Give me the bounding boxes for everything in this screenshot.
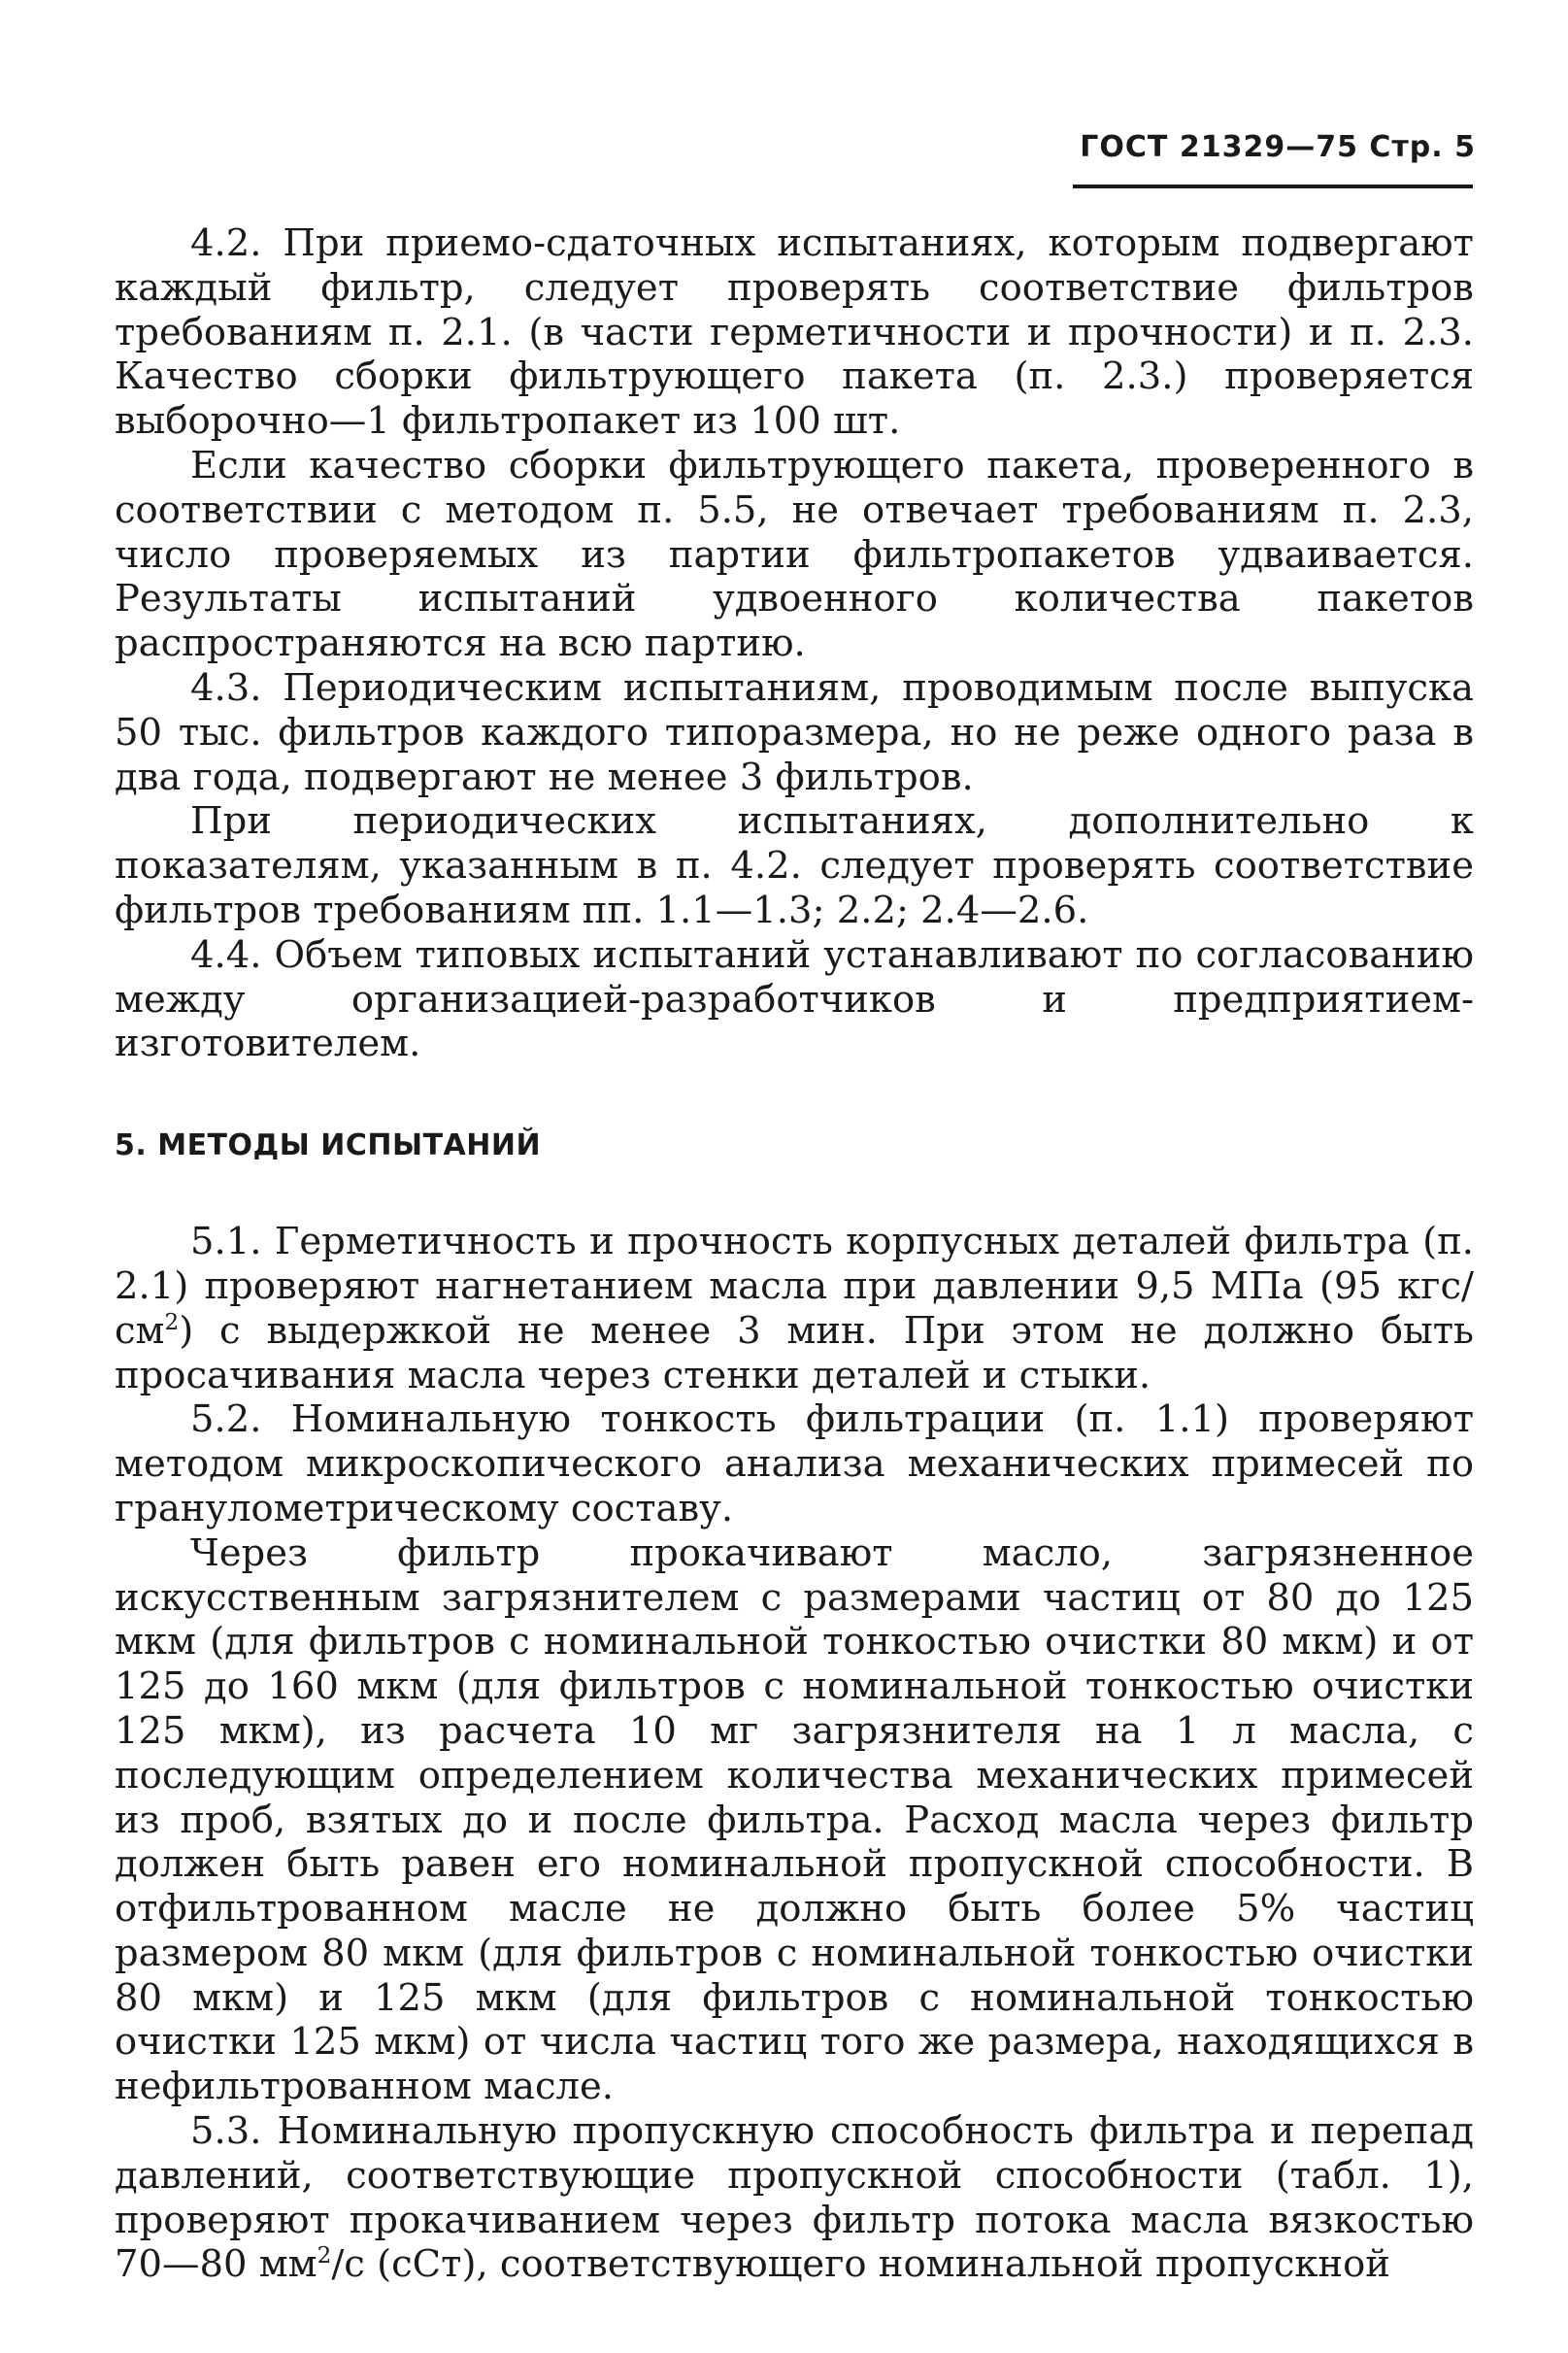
paragraph-4-4: 4.4. Объем типовых испытаний устанавливают по согласованию между организацией-разработчиков и предприятием-изготовителем. [115,932,1474,1066]
paragraph-4-3: 4.3. Периодическим испытаниям, проводимым после выпуска 50 тыс. фильтров каждого типоразмера, но не реже одного раза в два года, подвергают не менее 3 фильтров. [115,665,1474,799]
paragraph-5-2: 5.2. Номинальную тонкость фильтрации (п. 1.1) проверяют методом микроскопического анализа механических примесей по гранулометрическому составу. [115,1397,1474,1530]
document-body [115,221,1474,2287]
paragraph-4-2: 4.2. При приемо-сдаточных испытаниях, которым подвергают каждый фильтр, следует проверять соответствие фильтров требованиям п. 2.1. (в части герметичности и прочности) и п. 2.3. Качество сборки фильтрующего пакета (п. 2.3.) проверяется выборочно—1 фильтропакет из 100 шт. [115,221,1474,444]
header-rule [1073,185,1473,188]
paragraph-4-3-continued: При периодических испытаниях, дополнительно к показателям, указанным в п. 4.2. следует проверять соответствие фильтров требованиям пп. 1.1—1.3; 2.2; 2.4—2.6. [115,799,1474,932]
superscript-2: 2 [317,2243,332,2269]
page-header: ГОСТ 21329—75 Стр. 5 [1080,130,1476,164]
paragraph-5-3-part-a: 5.3. Номинальную пропускную способность фильтра и перепад давлений, соответствующие пропускной способности (табл. 1), проверяют прокачиванием через фильтр потока масла вязкостью 70—80 мм [115,2109,1474,2287]
section-5-title: 5. МЕТОДЫ ИСПЫТАНИЙ [115,1128,542,1163]
paragraph-5-3 [115,2109,1474,2287]
paragraph-5-1-part-b: ) с выдержкой не менее 3 мин. При этом не должно быть просачивания масла через стенки деталей и стыки. [115,1308,1474,1397]
superscript-2: 2 [164,1309,180,1335]
paragraph-5-1-part-a: 5.1. Герметичность и прочность корпусных деталей фильтра (п. 2.1) проверяют нагнетанием масла при давлении 9,5 МПа (95 кгс/см [115,1220,1474,1353]
paragraph-5-2-continued: Через фильтр прокачивают масло, загрязненное искусственным загрязнителем с размерами частиц от 80 до 125 мкм (для фильтров с номинальной тонкостью очистки 80 мкм) и от 125 до 160 мкм (для фильтров с номинальной тонкостью очистки 125 мкм), из расчета 10 мг загрязнителя на 1 л масла, с последующим определением количества механических примесей из проб, взятых до и после фильтра. Расход масла через фильтр должен быть равен его номинальной пропускной способности. В отфильтрованном масле не должно быть более 5% частиц размером 80 мкм (для фильтров с номинальной тонкостью очистки 80 мкм) и 125 мкм (для фильтров с номинальной тонкостью очистки 125 мкм) от числа частиц того же размера, находящихся в нефильтрованном масле. [115,1530,1474,2109]
paragraph-5-3-part-b: /с (сСт), соответствующего номинальной пропускной [331,2242,1390,2287]
paragraph-4-2-continued: Если качество сборки фильтрующего пакета, проверенного в соответствии с методом п. 5.5, не отвечает требованиям п. 2.3, число проверяемых из партии фильтропакетов удваивается. Результаты испытаний удвоенного количества пакетов распространяются на всю партию. [115,443,1474,666]
paragraph-5-1 [115,1220,1474,1397]
